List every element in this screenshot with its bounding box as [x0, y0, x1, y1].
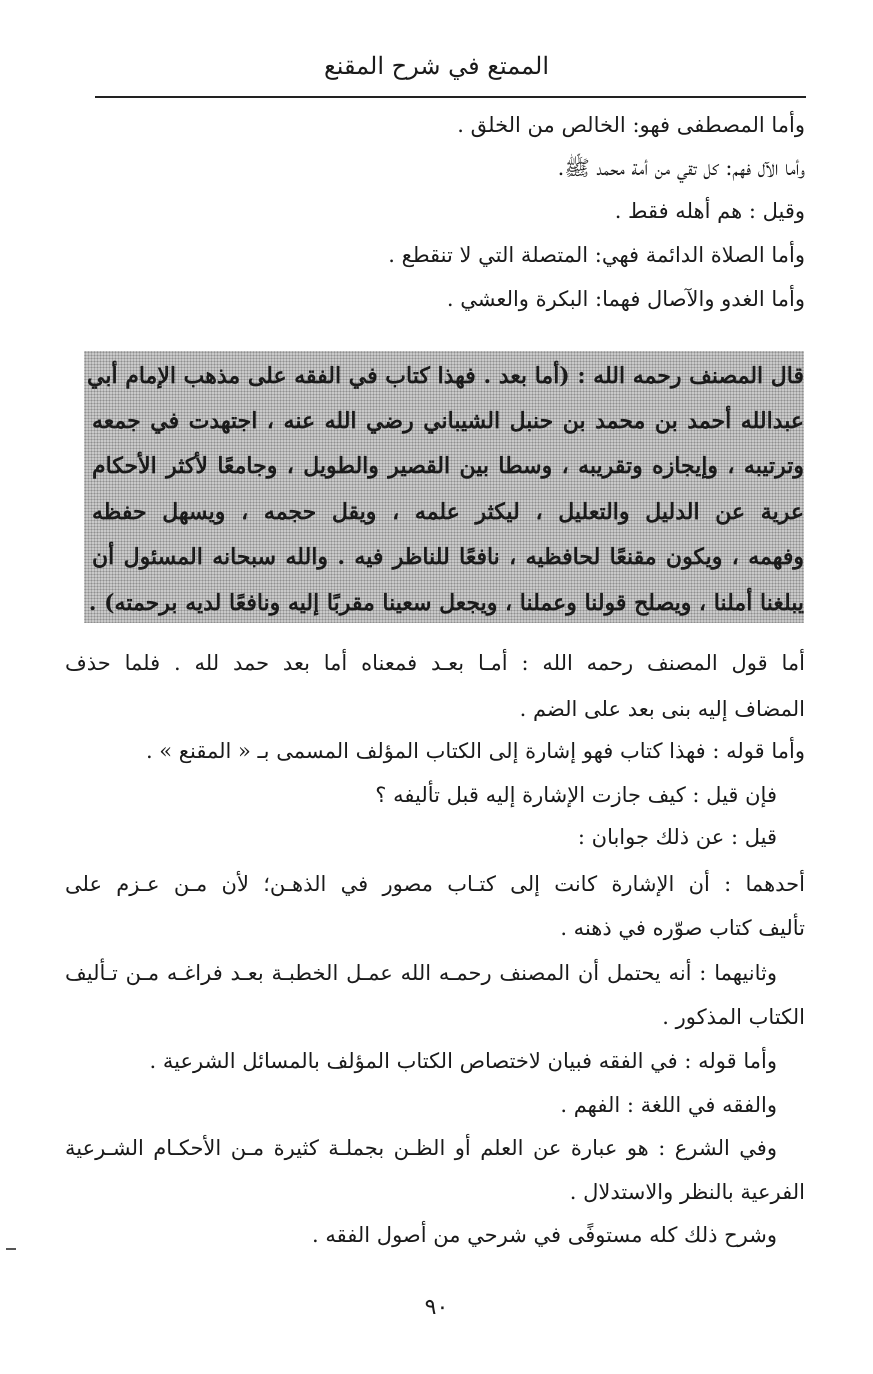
- quote-line: وفهمه ، ويكون مقنعًا لحافظيه ، نافعًا للناظر فيه . والله سبحانه المسئول أن: [92, 544, 804, 570]
- quote-line: قال المصنف رحمه الله : (أما بعد . فهذا كتاب في الفقه على مذهب الإمام أبي: [86, 363, 804, 389]
- body-line: تأليف كتاب صوّره في ذهنه .: [560, 916, 805, 940]
- intro-line: وقيل : هم أهله فقط .: [614, 199, 805, 223]
- body-line: فإن قيل : كيف جازت الإشارة إليه قبل تأليفه ؟: [375, 783, 777, 807]
- body-line: وأما قوله : فهذا كتاب فهو إشارة إلى الكتاب المؤلف المسمى بـ « المقنع » .: [145, 739, 805, 763]
- body-line: الكتاب المذكور .: [662, 1005, 805, 1029]
- body-line: وثانيهما : أنه يحتمل أن المصنف رحمـه الله عمـل الخطبـة بعـد فراغـه مـن تـأليف: [65, 961, 777, 985]
- body-line: قيل : عن ذلك جوابان :: [577, 825, 777, 849]
- body-line: أما قول المصنف رحمه الله : أمـا بعـد فمعناه أما بعد حمد لله . فلما حذف: [65, 651, 805, 675]
- quote-line: عرية عن الدليل والتعليل ، ليكثر علمه ، ويقل حجمه ، ويسهل حفظه: [92, 499, 804, 525]
- body-line: والفقه في اللغة : الفهم .: [560, 1093, 777, 1117]
- body-line: الفرعية بالنظر والاستدلال .: [569, 1180, 805, 1204]
- body-line: وفي الشرع : هو عبارة عن العلم أو الظـن بجملـة كثيرة مـن الأحكـام الشـرعية: [65, 1136, 777, 1160]
- intro-line: وأما الآل فهم: كل تقي من أمة محمد ﷺ.: [557, 156, 805, 180]
- body-line: المضاف إليه بنى بعد على الضم .: [519, 697, 805, 721]
- page-number: ٩٠: [424, 1295, 449, 1320]
- header-rule: [95, 96, 806, 98]
- quote-line: وترتيبه ، وإيجازه وتقريبه ، وسطا بين القصير والطويل ، وجامعًا لأكثر الأحكام: [92, 453, 804, 479]
- intro-line: وأما الصلاة الدائمة فهي: المتصلة التي لا تنقطع .: [388, 243, 805, 267]
- quote-line: عبدالله أحمد بن محمد بن حنبل الشيباني رضي الله عنه ، اجتهدت في جمعه: [92, 408, 804, 434]
- scan-margin-mark: [6, 1248, 16, 1250]
- body-line: وشرح ذلك كله مستوفًى في شرحي من أصول الفقه .: [312, 1223, 777, 1247]
- intro-line: وأما المصطفى فهو: الخالص من الخلق .: [457, 113, 805, 137]
- running-header: الممتع في شرح المقنع: [324, 52, 549, 80]
- intro-line: وأما الغدو والآصال فهما: البكرة والعشي .: [446, 287, 805, 311]
- quote-line: يبلغنا أملنا ، ويصلح قولنا وعملنا ، ويجعل سعينا مقربًا إليه ونافعًا لديه برحمته) .: [88, 590, 804, 616]
- body-line: أحدهما : أن الإشارة كانت إلى كتـاب مصور في الذهـن؛ لأن مـن عـزم على: [65, 872, 805, 896]
- body-line: وأما قوله : في الفقه فبيان لاختصاص الكتاب المؤلف بالمسائل الشرعية .: [149, 1049, 777, 1073]
